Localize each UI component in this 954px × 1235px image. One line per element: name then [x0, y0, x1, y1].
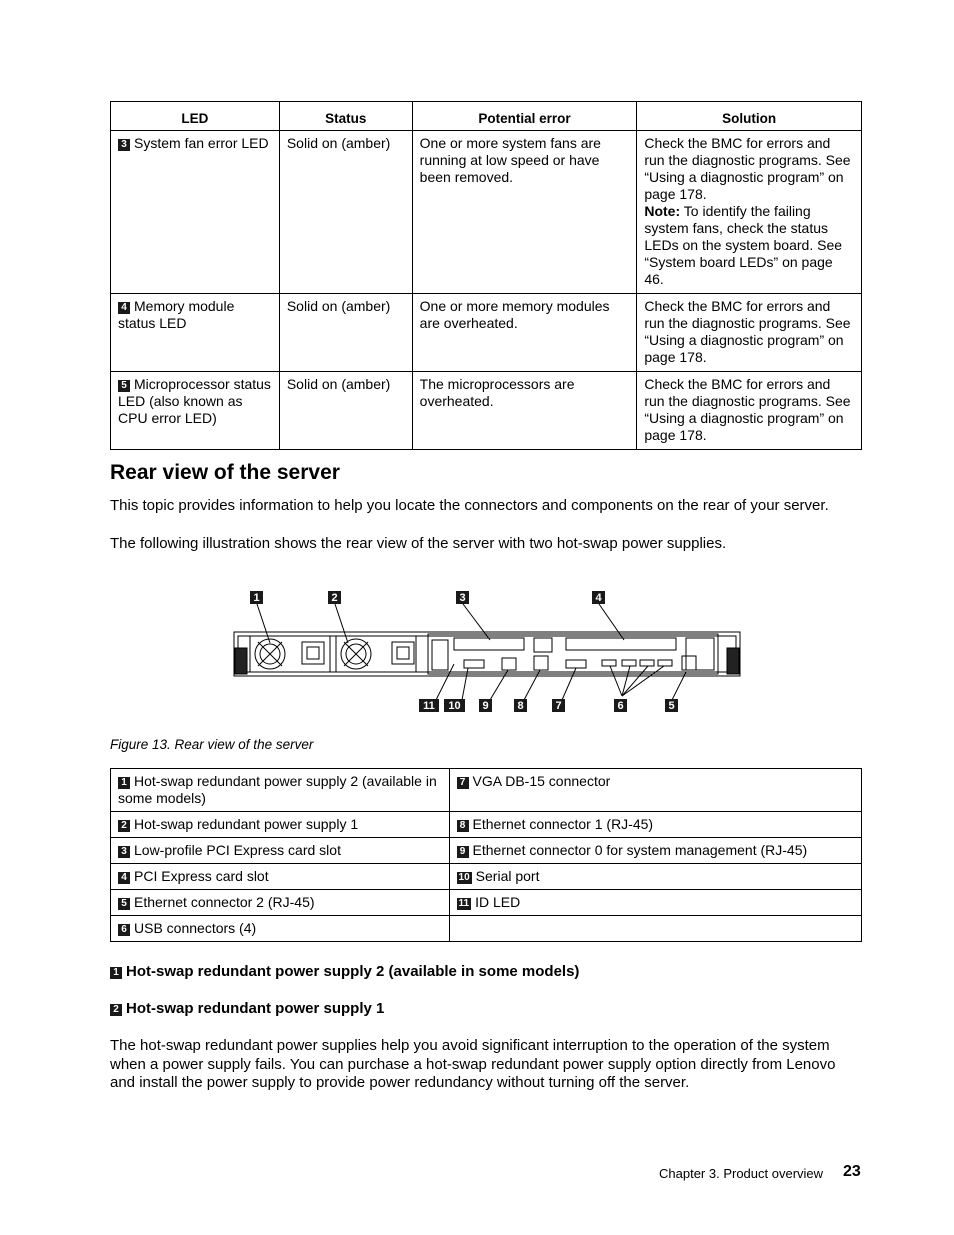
led-cell [111, 131, 280, 294]
illustration-paragraph: The following illustration shows the rear view of the server with two hot-swap power supplies. [110, 535, 727, 552]
table-row [111, 372, 862, 450]
callout-badge: 3 [118, 846, 130, 858]
callout-badge: 5 [118, 898, 130, 910]
part-label: PCI Express card slot [134, 868, 269, 884]
part-label: ID LED [475, 894, 521, 910]
subsection-heading [110, 1000, 384, 1017]
section-heading: Rear view of the server [110, 461, 340, 484]
intro-paragraph: This topic provides information to help you locate the connectors and components on the rear of your server. [110, 497, 829, 514]
table-row [111, 769, 862, 812]
solution-cell [637, 131, 862, 294]
solution-text: Check the BMC for errors and run the diagnostic programs. See “Using a diagnostic program” on page 178. [644, 135, 851, 202]
part-cell [449, 838, 861, 864]
part-cell [449, 890, 861, 916]
header-status: Status [279, 102, 412, 131]
error-cell: One or more system fans are running at low speed or have been removed. [412, 131, 637, 294]
part-label: Ethernet connector 2 (RJ-45) [134, 894, 315, 910]
part-cell [449, 812, 861, 838]
part-label: VGA DB-15 connector [472, 773, 611, 789]
callout-9: 9 [479, 699, 492, 712]
header-potential-error: Potential error [412, 102, 637, 131]
part-cell [111, 916, 450, 942]
part-label: Ethernet connector 0 for system management (RJ-45) [472, 842, 808, 858]
part-label: USB connectors (4) [134, 920, 257, 936]
callout-badge: 1 [118, 777, 130, 789]
callout-badge: 10 [458, 872, 470, 883]
callout-badge: 6 [118, 924, 130, 936]
callout-badge: 3 [118, 139, 130, 151]
note-label: Note: [644, 203, 681, 219]
subsection-title: Hot-swap redundant power supply 2 (available in some models) [126, 963, 580, 980]
table-row [111, 864, 862, 890]
power-paragraph: The hot-swap redundant power supplies help you avoid significant interruption to the operation of the system when a power supply fails. You can purchase a hot-swap redundant power supply option directly from Lenovo and install the power supply to provide power redundancy without turning off the server. [110, 1037, 836, 1091]
part-label: Hot-swap redundant power supply 2 (available in some models) [118, 773, 437, 806]
status-cell: Solid on (amber) [279, 372, 412, 450]
header-led: LED [111, 102, 280, 131]
page-number: 23 [843, 1163, 861, 1180]
callout-2: 2 [328, 591, 341, 604]
callout-10: 10 [444, 699, 465, 712]
table-row [111, 131, 862, 294]
callout-4: 4 [592, 591, 605, 604]
callout-badge: 4 [118, 302, 130, 314]
status-cell: Solid on (amber) [279, 294, 412, 372]
subsection-title: Hot-swap redundant power supply 1 [126, 1000, 385, 1017]
rear-view-illustration [232, 588, 742, 718]
callout-1: 1 [250, 591, 263, 604]
callout-7: 7 [552, 699, 565, 712]
part-label: Hot-swap redundant power supply 1 [134, 816, 359, 832]
footer-chapter: Chapter 3. Product overview [659, 1166, 824, 1181]
led-name: Microprocessor status LED (also known as CPU error LED) [118, 376, 271, 426]
callout-badge: 4 [118, 872, 130, 884]
callout-5: 5 [665, 699, 678, 712]
table-row [111, 916, 862, 942]
led-table-header [111, 102, 862, 131]
callout-8: 8 [514, 699, 527, 712]
subsection-heading [110, 963, 579, 980]
callout-badge: 11 [458, 898, 470, 909]
solution-cell: Check the BMC for errors and run the diagnostic programs. See “Using a diagnostic program” on page 178. [637, 372, 862, 450]
status-cell: Solid on (amber) [279, 131, 412, 294]
error-cell: The microprocessors are overheated. [412, 372, 637, 450]
part-label: Serial port [475, 868, 540, 884]
part-cell [449, 769, 861, 812]
part-label: Low-profile PCI Express card slot [134, 842, 341, 858]
solution-cell: Check the BMC for errors and run the diagnostic programs. See “Using a diagnostic program” on page 178. [637, 294, 862, 372]
table-row [111, 294, 862, 372]
part-cell [449, 864, 861, 890]
part-cell [111, 769, 450, 812]
parts-table [110, 768, 862, 942]
led-cell [111, 372, 280, 450]
callout-badge: 8 [457, 820, 469, 832]
callout-badge: 2 [110, 1004, 122, 1016]
part-cell [111, 838, 450, 864]
header-solution: Solution [637, 102, 862, 131]
led-cell [111, 294, 280, 372]
led-name: Memory module status LED [118, 298, 235, 331]
part-cell-empty [449, 916, 861, 942]
note-text: To identify the failing system fans, check the status LEDs on the system board. See “System board LEDs” on page 46. [644, 203, 843, 287]
part-label: Ethernet connector 1 (RJ-45) [472, 816, 654, 832]
part-cell [111, 812, 450, 838]
callout-badge: 7 [457, 777, 469, 789]
led-name: System fan error LED [134, 135, 269, 151]
callout-11: 11 [419, 699, 439, 712]
table-row [111, 838, 862, 864]
callout-badge: 9 [457, 846, 469, 858]
table-row [111, 890, 862, 916]
callout-badge: 1 [110, 967, 122, 979]
part-cell [111, 864, 450, 890]
callout-badge: 5 [118, 380, 130, 392]
callout-badge: 2 [118, 820, 130, 832]
part-cell [111, 890, 450, 916]
callout-3: 3 [456, 591, 469, 604]
figure-caption: Figure 13. Rear view of the server [110, 737, 314, 752]
led-table [110, 101, 862, 450]
error-cell: One or more memory modules are overheated. [412, 294, 637, 372]
table-row [111, 812, 862, 838]
callout-6: 6 [614, 699, 627, 712]
